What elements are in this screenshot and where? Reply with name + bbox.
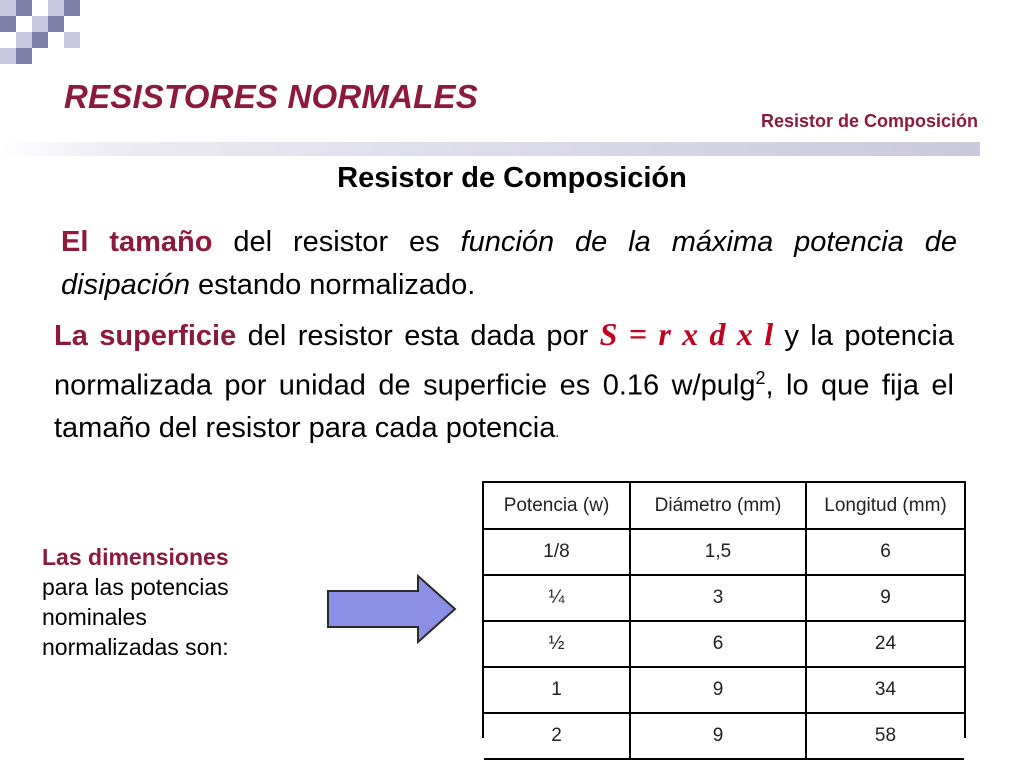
table-row bbox=[484, 713, 964, 759]
paragraph-text: y la potencia normalizada por unidad de superficie es 0.16 w/pulg bbox=[54, 320, 955, 402]
table-cell: 34 bbox=[806, 667, 964, 713]
table-cell: 58 bbox=[806, 713, 964, 759]
decor-square bbox=[0, 16, 16, 32]
paragraph-bold-term: El tamaño bbox=[61, 226, 213, 258]
decor-square bbox=[0, 0, 16, 16]
decor-square bbox=[0, 48, 16, 64]
table-cell: 1,5 bbox=[630, 529, 806, 575]
paragraph-surface bbox=[54, 313, 954, 453]
paragraph-text: , lo que fija el tamaño del resistor para cada potencia bbox=[54, 369, 955, 444]
decor-square bbox=[32, 16, 48, 32]
header-divider bbox=[0, 142, 980, 156]
table-header-row bbox=[484, 483, 964, 529]
caption-bold: Las dimensiones bbox=[42, 544, 229, 570]
column-header: Potencia (w) bbox=[484, 483, 630, 529]
paragraph-text: estando normalizado. bbox=[189, 269, 476, 301]
table-cell: 24 bbox=[806, 621, 964, 667]
column-header: Longitud (mm) bbox=[806, 483, 964, 529]
table-row bbox=[484, 667, 964, 713]
decor-square bbox=[16, 48, 32, 64]
column-header: Diámetro (mm) bbox=[630, 483, 806, 529]
surface-formula: S = r x d x l bbox=[599, 316, 774, 352]
decor-square bbox=[32, 32, 48, 48]
table-cell: 2 bbox=[484, 713, 630, 759]
table-cell: 9 bbox=[630, 713, 806, 759]
dimensions-table bbox=[482, 481, 966, 746]
table-cell: ½ bbox=[484, 621, 630, 667]
table-cell: ¼ bbox=[484, 575, 630, 621]
decor-square bbox=[16, 32, 32, 48]
decor-square bbox=[16, 0, 32, 16]
table-cell: 9 bbox=[806, 575, 964, 621]
table-cell: 3 bbox=[630, 575, 806, 621]
table-cell: 9 bbox=[630, 667, 806, 713]
decor-square bbox=[48, 16, 64, 32]
decor-square bbox=[64, 32, 80, 48]
table-row bbox=[484, 621, 964, 667]
paragraph-end-mark: . bbox=[555, 423, 560, 440]
slide-title: RESISTORES NORMALES bbox=[64, 78, 478, 115]
decor-square bbox=[48, 0, 64, 16]
paragraph-bold-term: La superficie bbox=[54, 320, 237, 352]
table-cell: 6 bbox=[630, 621, 806, 667]
paragraph-italic-text: función de la máxima potencia de disipación bbox=[61, 226, 957, 301]
slide-subtitle: Resistor de Composición bbox=[760, 111, 978, 131]
caption-line: nominales bbox=[42, 604, 147, 630]
decor-square bbox=[64, 0, 80, 16]
paragraph-text: del resistor es bbox=[212, 226, 461, 258]
section-heading: Resistor de Composición bbox=[337, 162, 687, 194]
superscript: 2 bbox=[755, 368, 766, 388]
table-cell: 6 bbox=[806, 529, 964, 575]
table-cell: 1 bbox=[484, 667, 630, 713]
right-arrow-icon bbox=[326, 574, 458, 644]
paragraph-text: del resistor esta dada por bbox=[236, 320, 600, 352]
dimensions-caption bbox=[42, 542, 302, 662]
caption-line: para las potencias bbox=[42, 574, 229, 600]
paragraph-size bbox=[61, 221, 957, 307]
caption-line: normalizadas son: bbox=[42, 634, 229, 660]
table-cell: 1/8 bbox=[484, 529, 630, 575]
table-row bbox=[484, 529, 964, 575]
table-row bbox=[484, 575, 964, 621]
